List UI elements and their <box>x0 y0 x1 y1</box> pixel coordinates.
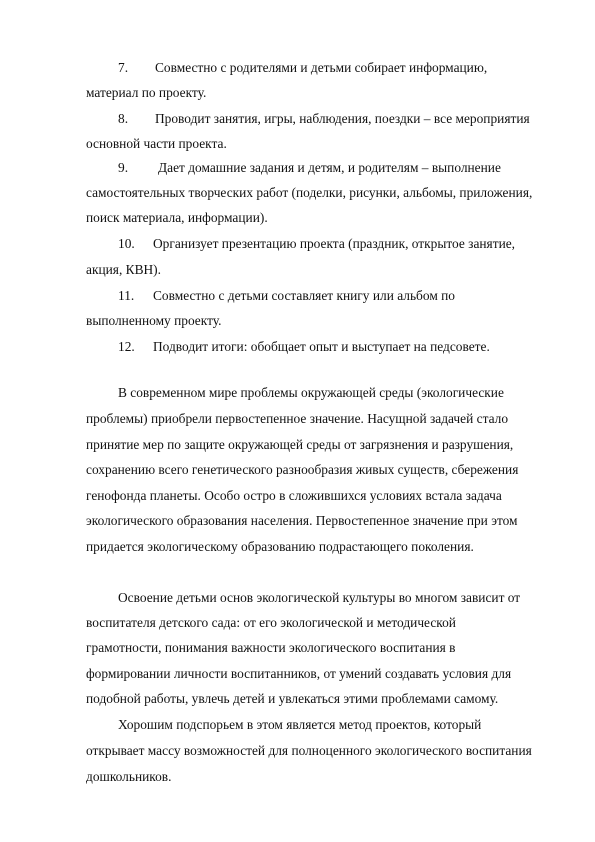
paragraph-line: Хорошим подспорьем в этом является метод проектов, который <box>118 717 482 732</box>
paragraph-line: В современном мире проблемы окружающей среды (экологические <box>118 385 504 400</box>
list-item-text: Организует презентацию проекта (праздник, открытое занятие, <box>153 236 516 251</box>
paragraph-line: формировании личности воспитанников, от умений создавать условия для <box>86 666 512 681</box>
list-item-text: материал по проекту. <box>86 85 207 100</box>
paragraph-line: принятие мер по защите окружающей среды от загрязнения и разрушения, <box>86 437 514 452</box>
paragraph-line: генофонда планеты. Особо остро в сложившихся условиях встала задача <box>86 488 502 503</box>
paragraph-line: Освоение детьми основ экологической культуры во многом зависит от <box>118 590 521 605</box>
list-item-text: самостоятельных творческих работ (поделки, рисунки, альбомы, приложения, <box>86 185 533 200</box>
list-item-number: 8. <box>118 111 129 126</box>
list-item-number: 11. <box>118 288 135 303</box>
list-item-number: 7. <box>118 60 129 75</box>
list-item-text: Дает домашние задания и детям, и родителям – выполнение <box>158 160 501 175</box>
paragraph-line: открывает массу возможностей для полноценного экологического воспитания <box>86 743 532 758</box>
paragraph-line: воспитателя детского сада: от его экологической и методической <box>86 615 456 630</box>
list-item-text: основной части проекта. <box>86 136 227 151</box>
list-item-number: 10. <box>118 236 135 251</box>
paragraph-line: придается экологическому образованию подрастающего поколения. <box>86 539 474 554</box>
list-item-text: Проводит занятия, игры, наблюдения, поездки – все мероприятия <box>155 111 530 126</box>
list-item-number: 9. <box>118 160 129 175</box>
paragraph-line: сохранению всего генетического разнообразия живых существ, сбережения <box>86 462 519 477</box>
paragraph-line: грамотности, понимания важности экологического воспитания в <box>86 640 456 655</box>
list-item-number: 12. <box>118 339 135 354</box>
list-item-text: Совместно с родителями и детьми собирает информацию, <box>155 60 488 75</box>
list-item-text: Совместно с детьми составляет книгу или альбом по <box>153 288 455 303</box>
paragraph-line: проблемы) приобрели первостепенное значение. Насущной задачей стало <box>86 411 509 426</box>
list-item-text: поиск материала, информации). <box>86 210 268 225</box>
list-item-text: акция, КВН). <box>86 262 161 277</box>
list-item-text: выполненному проекту. <box>86 313 222 328</box>
paragraph-line: экологического образования населения. Первостепенное значение при этом <box>86 513 518 528</box>
paragraph-line: дошкольников. <box>86 769 172 784</box>
paragraph-line: подобной работы, увлечь детей и увлекаться этими проблемами самому. <box>86 691 499 706</box>
list-item-text: Подводит итоги: обобщает опыт и выступает на педсовете. <box>153 339 490 354</box>
